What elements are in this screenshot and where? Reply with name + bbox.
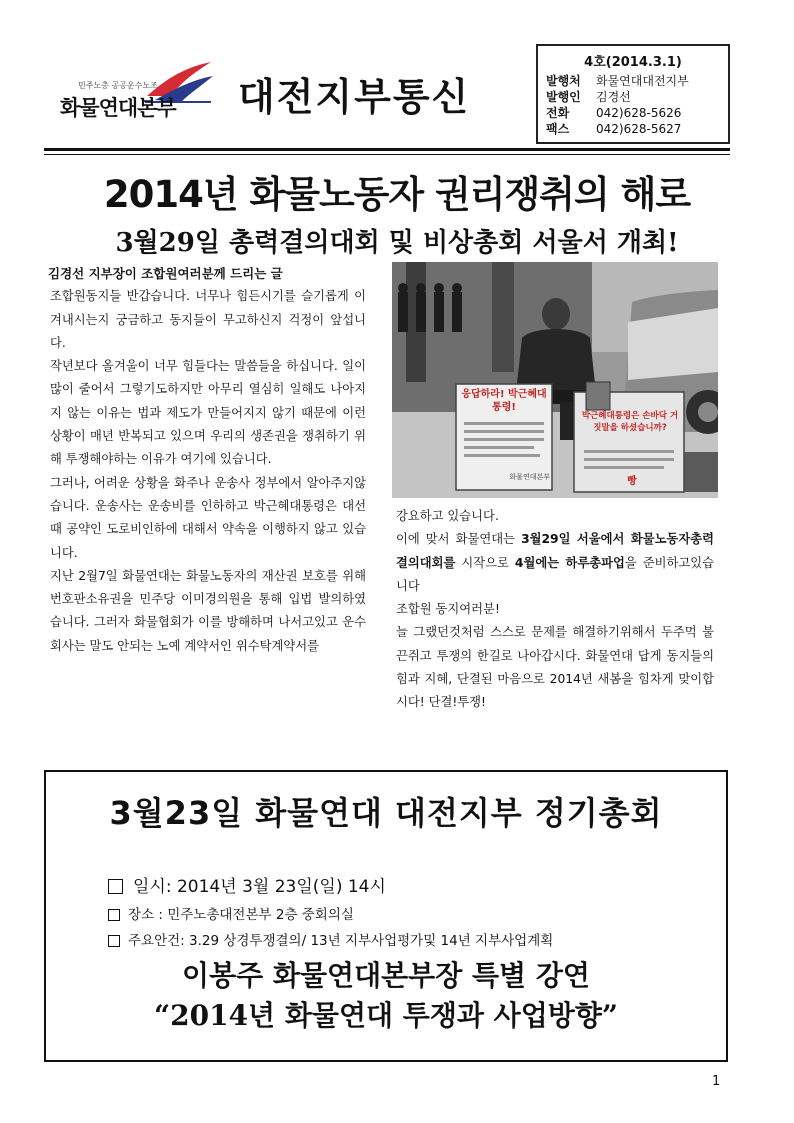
org-logo	[60, 56, 220, 126]
info-row-issuer	[538, 89, 728, 105]
checkbox-square-icon	[108, 935, 120, 947]
logo-org-name: 화물연대본부	[60, 96, 176, 120]
letter-paragraph: 그러나, 어려운 상황을 화주나 운송사 정부에서 알아주지않습니다. 운송사는 운송비를 인하하고 박근혜대통령은 대선때 공약인 도로비인하에 대해서 약속을 이행하지 않고 있습니다.	[50, 475, 366, 560]
info-key: 전화	[546, 106, 570, 120]
text-run: 시작으로	[455, 555, 515, 570]
letter-left-column	[50, 262, 366, 658]
meeting-announcement-box	[44, 770, 728, 1062]
meeting-item-text: 주요안건: 3.29 상경투쟁결의/ 13년 지부사업평가및 14년 지부사업계획	[128, 933, 554, 949]
letter-paragraph: 작년보다 올겨울이 너무 힘들다는 말씀들을 하십니다. 일이 많이 줄어서 그렇기도하지만 아무리 열심히 일해도 나아지지 않는 이유는 법과 제도가 만들어지지 않기 때문에 이런 상황이 매년 반복되고 있으며 우리의 생존권을 쟁취하기 위해 투쟁해야하는 이유가 여기에 있습니다.	[50, 359, 366, 467]
sign-left-footer: 화물연대본부	[509, 473, 550, 481]
text-run: 이에 맞서 화물연대는	[396, 532, 522, 547]
text-run-bold: 3월29일 서울에서 화물노동자총력결의대회를	[396, 532, 714, 570]
text-run: 을 준비하고있습니다	[396, 555, 714, 593]
info-row-fax	[538, 121, 728, 137]
info-value: 042)628-5627	[596, 122, 682, 136]
letter-paragraph: 조합원동지들 반갑습니다. 너무나 힘든시기를 슬기롭게 이겨내시는지 궁금하고 동지들이 무고하신지 걱정이 앞섭니다.	[50, 289, 366, 350]
info-key: 발행인	[546, 90, 581, 104]
sub-headline: 3월29일 총력결의대회 및 비상총회 서울서 개최!	[115, 228, 679, 258]
lecture-announcement: 이봉주 화물연대본부장 특별 강연	[182, 959, 590, 992]
letter-lead: 김경선 지부장이 조합원여러분께 드리는 글	[48, 266, 283, 281]
checkbox-square-icon	[108, 909, 120, 921]
letter-paragraph: 강요하고 있습니다.	[396, 509, 499, 523]
meeting-item-text: 장소 : 민주노총대전본부 2층 중회의실	[128, 907, 354, 923]
info-key: 팩스	[546, 122, 570, 136]
letter-paragraph: 지난 2월7일 화물연대는 화물노동자의 재산권 보호를 위해 번호판소유권을 민주당 이미경의원을 통해 입법 발의하였습니다. 그러자 화물협회가 이를 방해하며 나서고있고 운수회사는 말도 안되는 노예 계약서인 위수탁계약서를	[50, 568, 366, 653]
sign-right-headline: 박근혜대통령은 손바닥 거짓말을 하셨습니까?	[581, 411, 679, 433]
meeting-item-datetime	[108, 872, 386, 897]
info-value: 042)628-5626	[596, 106, 682, 120]
sign-left-headline: 응답하라! 박근혜대통령!	[461, 389, 547, 413]
header-rule-thin	[44, 154, 730, 155]
sign-right-footer: 빵	[627, 476, 637, 487]
letter-paragraph-highlight	[396, 528, 714, 598]
meeting-item-text: 일시: 2014년 3월 23일(일) 14시	[133, 877, 386, 897]
info-value: 김경선	[596, 90, 631, 104]
header-rule-thick	[44, 148, 730, 151]
info-row-phone	[538, 105, 728, 121]
protest-photo	[392, 262, 718, 498]
letter-right-column	[396, 505, 714, 715]
meeting-title: 3월23일 화물연대 대전지부 정기총회	[109, 794, 663, 832]
letter-paragraph: 늘 그랬던것처럼 스스로 문제를 해결하기위해서 두주먹 불끈쥐고 투쟁의 한길로 나아갑시다. 화물연대 답게 동지들의 힘과 지혜, 단결된 마음으로 2014년 새봄을 힘차게 맞이합시다! 단결!투쟁!	[396, 625, 714, 710]
newsletter-title: 대전지부통신	[238, 75, 471, 119]
main-headline: 2014년 화물노동자 권리쟁취의 해로	[103, 173, 691, 216]
letter-paragraph: 조합원 동지여러분!	[396, 602, 500, 617]
issue-number: 4호(2014.3.1)	[584, 55, 682, 70]
info-value: 화물연대대전지부	[596, 74, 689, 88]
text-run-bold: 4월에는 하루총파업	[514, 555, 625, 570]
logo-org-small: 민주노총 공공운수노조	[78, 81, 158, 90]
checkbox-square-icon	[108, 879, 123, 894]
page-number: 1	[712, 1074, 721, 1089]
issue-info-box	[536, 44, 730, 144]
lecture-title: “2014년 화물연대 투쟁과 사업방향”	[154, 999, 618, 1032]
info-row-publisher	[538, 73, 728, 89]
info-key: 발행처	[546, 74, 581, 88]
meeting-item-agenda	[108, 929, 553, 949]
meeting-item-venue	[108, 903, 354, 923]
